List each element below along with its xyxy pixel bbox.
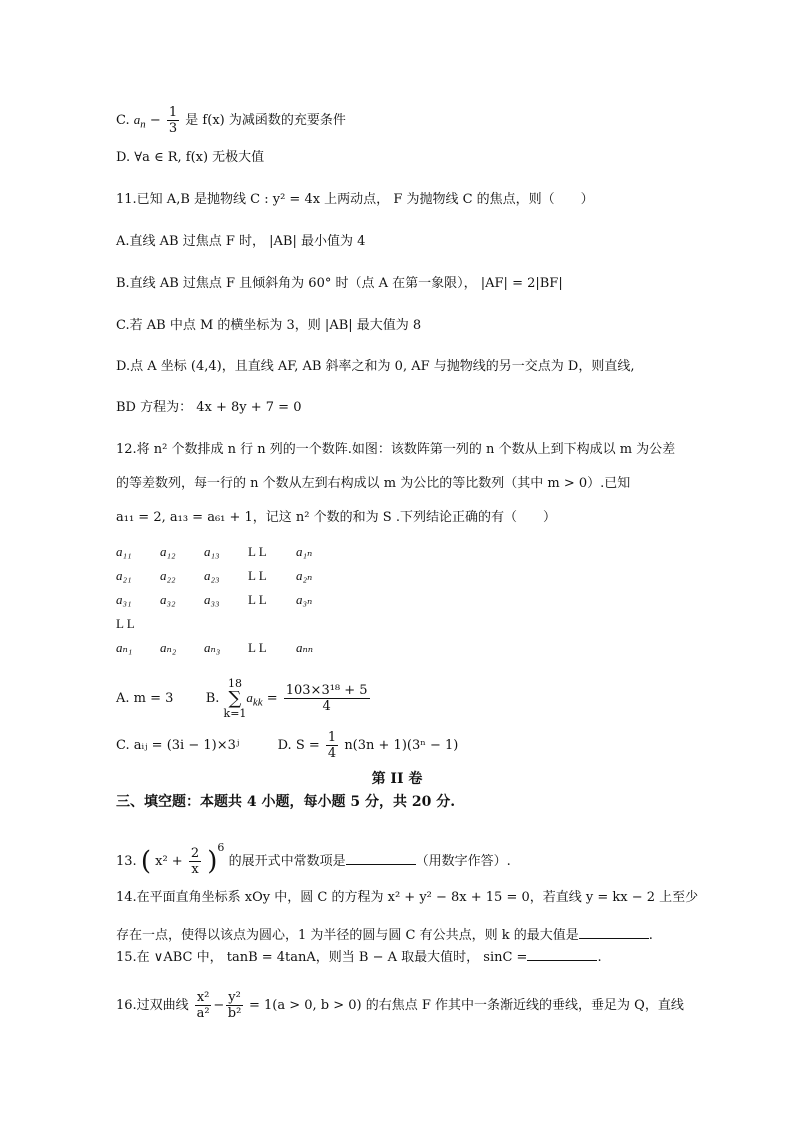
matrix-row bbox=[116, 568, 340, 592]
sum-term: a bbox=[246, 690, 253, 705]
matrix-cell: a₃ₙ bbox=[296, 592, 313, 607]
matrix-cell: a₁₂ bbox=[160, 544, 176, 559]
q16 bbox=[116, 982, 684, 1030]
q14-end: . bbox=[648, 928, 653, 943]
q12-b-fraction bbox=[284, 683, 370, 714]
q10-c-den: 3 bbox=[168, 121, 178, 136]
q10-c-num: 1 bbox=[168, 105, 178, 120]
q12-d-rest: n(3n + 1)(3ⁿ − 1) bbox=[344, 738, 459, 753]
q12-d-den: 4 bbox=[327, 746, 337, 761]
q12-stem-line1: 12.将 n² 个数排成 n 行 n 列的一个数阵.如图：该数阵第一列的 n 个数从上到下构成以 m 为公差 bbox=[116, 442, 676, 457]
q12-d-fraction bbox=[326, 730, 338, 761]
q11-option-c: C.若 AB 中点 M 的横坐标为 3，则 |AB| 最大值为 8 bbox=[116, 318, 422, 333]
q12-option-d-label: D. S = bbox=[277, 738, 320, 753]
q13-num: 2 bbox=[190, 846, 200, 861]
matrix-cell: L L bbox=[248, 592, 267, 607]
answer-blank[interactable] bbox=[527, 946, 597, 961]
q14-text: 存在一点，使得以该点为圆心，1 为半径的圆与圆 C 有公共点，则 k 的最大值是 bbox=[116, 928, 579, 943]
answer-blank[interactable] bbox=[346, 850, 416, 865]
section-title: 第 II 卷 bbox=[371, 771, 423, 787]
q12-d-num: 1 bbox=[327, 730, 337, 745]
right-paren: ) bbox=[207, 846, 218, 877]
sum-term-sub: kk bbox=[252, 696, 263, 709]
q11-option-d-line1: D.点 A 坐标 (4,4)，且直线 AF, AB 斜率之和为 0, AF 与抛物线的另一交点为 D，则直线, bbox=[116, 359, 635, 374]
q10-option-c bbox=[116, 105, 346, 136]
matrix-cell: a₁ₙ bbox=[296, 544, 313, 559]
q12-stem-line3: a₁₁ = 2, a₁₃ = a₆₁ + 1，记这 n² 个数的和为 S .下列结论正确的有（ ） bbox=[116, 510, 556, 525]
q12-options-ab bbox=[116, 676, 372, 720]
q10-c-rest: 是 f(x) 为减函数的充要条件 bbox=[185, 113, 346, 128]
q10-c-label: C. bbox=[116, 113, 130, 128]
matrix-cell: a₂₃ bbox=[204, 568, 220, 583]
q11-stem: 11.已知 A,B 是抛物线 C : y² = 4x 上两动点， F 为抛物线 C 的焦点，则（ ） bbox=[116, 192, 594, 207]
q12-stem-line2: 的等差数列，每一行的 n 个数从左到右构成以 m 为公比的等比数列（其中 m > 0）.已知 bbox=[116, 476, 631, 491]
q13-rest: 的展开式中常数项是 bbox=[228, 854, 346, 869]
left-paren: ( bbox=[140, 846, 151, 877]
q16-den1: a² bbox=[196, 1006, 210, 1021]
q11-option-b: B.直线 AB 过焦点 F 且倾斜角为 60° 时（点 A 在第一象限）， |AF| = 2|BF| bbox=[116, 276, 563, 291]
equals: = bbox=[266, 691, 278, 706]
matrix-row bbox=[116, 544, 340, 568]
matrix-cell: L L bbox=[248, 640, 267, 655]
q16-fraction-y bbox=[226, 990, 243, 1021]
q11-option-d-line2: BD 方程为： 4x + 8y + 7 = 0 bbox=[116, 400, 302, 415]
q16-minus: − bbox=[213, 998, 225, 1013]
q11-option-a: A.直线 AB 过焦点 F 时， |AB| 最小值为 4 bbox=[116, 234, 366, 249]
matrix-cell: a₁₃ bbox=[204, 544, 220, 559]
q12-option-b-label: B. bbox=[205, 691, 220, 706]
q16-rest: = 1(a > 0, b > 0) 的右焦点 F 作其中一条渐近线的垂线，垂足为 Q，直线 bbox=[248, 998, 684, 1013]
matrix-cell: aₙ₃ bbox=[204, 640, 221, 655]
q16-num1: x² bbox=[196, 990, 210, 1005]
matrix-cell: L L bbox=[248, 544, 267, 559]
q10-option-d: D. ∀a ∈ R, f(x) 无极大值 bbox=[116, 150, 265, 165]
matrix-cell: a₃₁ bbox=[116, 592, 132, 607]
sum-sign: ∑ bbox=[228, 687, 242, 709]
matrix-cell: a₂₁ bbox=[116, 568, 132, 583]
q16-number: 16.过双曲线 bbox=[116, 998, 189, 1013]
q10-c-sub: n bbox=[140, 118, 146, 131]
q13-power: 6 bbox=[217, 841, 225, 854]
q12-sum bbox=[224, 678, 247, 720]
q13-tail: （用数字作答）. bbox=[415, 854, 511, 869]
q13-fraction bbox=[189, 846, 201, 877]
matrix-cell: a₁₁ bbox=[116, 544, 132, 559]
matrix-cell: a₃₃ bbox=[204, 592, 220, 607]
q15 bbox=[116, 946, 602, 968]
q16-den2: b² bbox=[227, 1006, 242, 1021]
matrix-cell: L L bbox=[116, 616, 135, 631]
matrix-row bbox=[116, 640, 340, 664]
q16-fraction-x bbox=[195, 990, 212, 1021]
matrix-cell: aₙ₁ bbox=[116, 640, 133, 655]
matrix-cell: aₙ₂ bbox=[160, 640, 177, 655]
q15-end: . bbox=[597, 950, 602, 965]
q14-line1: 14.在平面直角坐标系 xOy 中，圆 C 的方程为 x² + y² − 8x + 15 = 0，若直线 y = kx − 2 上至少 bbox=[116, 890, 699, 905]
q13 bbox=[116, 826, 511, 877]
q12-b-den: 4 bbox=[322, 699, 331, 714]
answer-blank[interactable] bbox=[579, 924, 649, 939]
matrix-row bbox=[116, 592, 340, 616]
q10-c-a: a bbox=[133, 112, 141, 127]
q13-expr: x² + bbox=[155, 854, 183, 869]
q12-option-a: A. m = 3 bbox=[116, 691, 174, 706]
matrix-cell: a₂₂ bbox=[160, 568, 176, 583]
q16-num2: y² bbox=[228, 990, 241, 1005]
matrix-cell: a₂ₙ bbox=[296, 568, 313, 583]
q10-c-minus: − bbox=[149, 113, 161, 128]
matrix-row bbox=[116, 616, 340, 640]
sum-top: 18 bbox=[227, 676, 242, 690]
q10-c-fraction bbox=[167, 105, 179, 136]
q13-den: x bbox=[191, 862, 199, 877]
matrix-cell: a₃₂ bbox=[160, 592, 176, 607]
q12-b-num: 103×3¹⁸ + 5 bbox=[285, 683, 368, 698]
section-heading: 三、填空题：本题共 4 小题，每小题 5 分，共 20 分. bbox=[116, 794, 456, 810]
matrix-cell: L L bbox=[248, 568, 267, 583]
q12-options-cd bbox=[116, 728, 458, 764]
matrix-cell: aₙₙ bbox=[296, 640, 314, 655]
q12-option-c: C. aᵢⱼ = (3i − 1)×3ʲ bbox=[116, 738, 240, 753]
q14-line2 bbox=[116, 924, 653, 946]
q13-number: 13. bbox=[116, 854, 137, 869]
sum-bottom: k=1 bbox=[223, 706, 247, 720]
q15-text: 15.在 ∨ABC 中， tanB = 4tanA，则当 B − A 取最大值时， sinC = bbox=[116, 950, 528, 965]
q12-matrix bbox=[116, 544, 340, 664]
